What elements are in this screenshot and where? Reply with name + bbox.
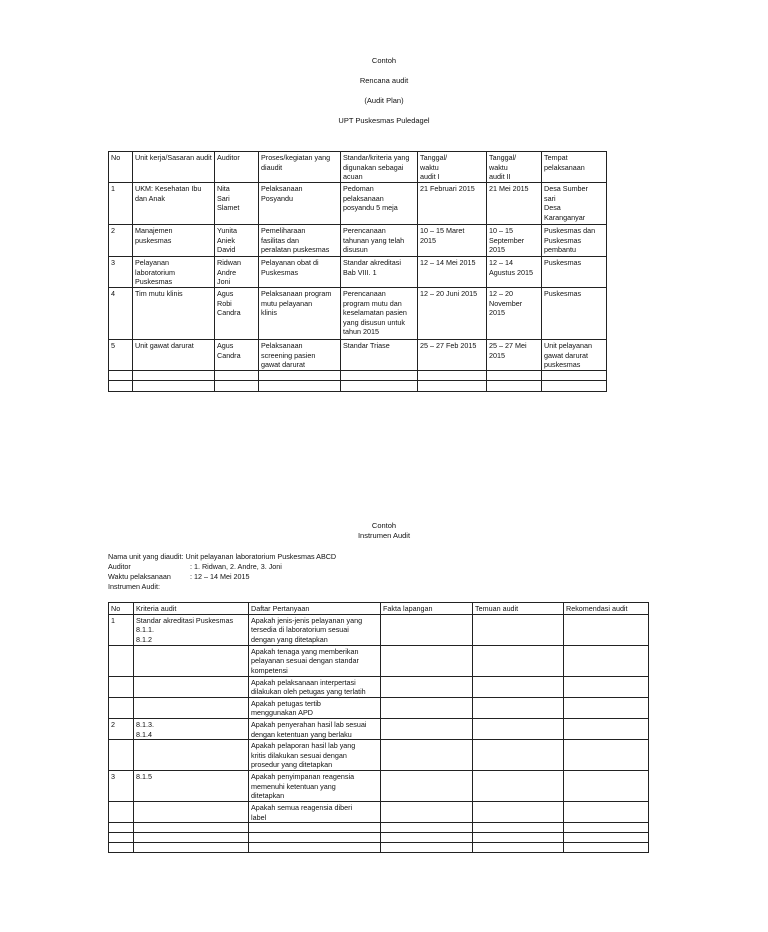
instrumen-cell xyxy=(473,740,564,771)
instrumen-cell xyxy=(134,833,249,843)
instrumen-cell xyxy=(473,676,564,697)
plan-cell: 21 Februari 2015 xyxy=(418,183,487,225)
instrumen-row xyxy=(109,697,649,718)
instrumen-cell: Apakah pelaksanaan interpertasi dilakukan oleh petugas yang terlatih xyxy=(249,676,381,697)
plan-cell xyxy=(109,381,133,392)
instrumen-cell xyxy=(249,843,381,853)
plan-cell: Pedoman pelaksanaan posyandu 5 meja xyxy=(341,183,418,225)
instrumen-cell xyxy=(134,676,249,697)
instrumen-cell xyxy=(109,697,134,718)
instrumen-cell xyxy=(381,843,473,853)
instrumen-row xyxy=(109,645,649,676)
plan-cell: Manajemen puskesmas xyxy=(133,225,215,257)
plan-cell: 3 xyxy=(109,257,133,288)
plan-cell: 4 xyxy=(109,288,133,340)
plan-cell xyxy=(341,371,418,381)
plan-cell: 5 xyxy=(109,340,133,371)
plan-row xyxy=(109,183,607,225)
instrumen-cell xyxy=(134,843,249,853)
instrumen-cell xyxy=(473,771,564,802)
instrumen-cell xyxy=(473,833,564,843)
instrumen-row xyxy=(109,833,649,843)
instrumen-cell: Apakah tenaga yang memberikan pelayanan sesuai dengan standar kompetensi xyxy=(249,645,381,676)
instrumen-cell: Apakah petugas tertib menggunakan APD xyxy=(249,697,381,718)
plan-cell: Pemeliharaan fasilitas dan peralatan puskesmas xyxy=(259,225,341,257)
plan-header-row xyxy=(109,152,607,183)
instrumen-cell xyxy=(564,614,649,645)
instrumen-cell xyxy=(381,802,473,823)
instrumen-cell: Apakah pelaporan hasil lab yang kritis dilakukan sesuai dengan prosedur yang ditetapkan xyxy=(249,740,381,771)
instrumen-row xyxy=(109,823,649,833)
plan-cell: Pelayanan laboratorium Puskesmas xyxy=(133,257,215,288)
plan-row xyxy=(109,381,607,392)
plan-cell: Pelaksanaan program mutu pelayanan klinis xyxy=(259,288,341,340)
plan-row xyxy=(109,257,607,288)
audit-plan-table xyxy=(108,151,607,392)
instrumen-cell xyxy=(564,823,649,833)
plan-cell: Desa Sumber sari Desa Karanganyar xyxy=(542,183,607,225)
instrumen-row xyxy=(109,614,649,645)
plan-cell: Puskesmas dan Puskesmas pembantu xyxy=(542,225,607,257)
plan-row xyxy=(109,340,607,371)
info-unit-label: Nama unit yang diaudit: xyxy=(108,552,184,561)
plan-cell xyxy=(418,371,487,381)
instrumen-cell: 3 xyxy=(109,771,134,802)
instrumen-cell: Apakah penyerahan hasil lab sesuai dengan ketentuan yang berlaku xyxy=(249,718,381,739)
instrumen-cell xyxy=(109,833,134,843)
plan-cell xyxy=(259,371,341,381)
plan-cell xyxy=(215,381,259,392)
info-waktu-value: : 12 – 14 Mei 2015 xyxy=(190,572,250,581)
plan-cell: Pelaksanaan Posyandu xyxy=(259,183,341,225)
plan-header-cell: Auditor xyxy=(215,152,259,183)
info-auditor-value: : 1. Ridwan, 2. Andre, 3. Joni xyxy=(190,562,282,571)
instrumen-cell xyxy=(381,833,473,843)
plan-cell: 12 – 14 Mei 2015 xyxy=(418,257,487,288)
info-instrumen xyxy=(108,582,160,592)
instrumen-cell xyxy=(109,676,134,697)
instrumen-title-contoh: Contoh xyxy=(371,521,397,530)
plan-cell: Agus Candra xyxy=(215,340,259,371)
plan-cell: 25 – 27 Mei 2015 xyxy=(487,340,542,371)
plan-header-cell: Tanggal/ waktu audit II xyxy=(487,152,542,183)
plan-cell: Standar akreditasi Bab VIII. 1 xyxy=(341,257,418,288)
plan-header-cell: Proses/kegiatan yang diaudit xyxy=(259,152,341,183)
instrumen-cell xyxy=(564,740,649,771)
info-unit xyxy=(108,552,336,562)
plan-row xyxy=(109,225,607,257)
plan-cell: Unit gawat darurat xyxy=(133,340,215,371)
instrumen-cell xyxy=(381,823,473,833)
plan-cell xyxy=(215,371,259,381)
instrumen-cell xyxy=(381,740,473,771)
plan-cell: Standar Triase xyxy=(341,340,418,371)
instrumen-cell xyxy=(564,676,649,697)
instrumen-row xyxy=(109,676,649,697)
plan-row xyxy=(109,371,607,381)
plan-cell: 25 – 27 Feb 2015 xyxy=(418,340,487,371)
instrumen-cell xyxy=(564,802,649,823)
instrumen-cell xyxy=(109,645,134,676)
plan-cell: Nita Sari Slamet xyxy=(215,183,259,225)
plan-cell: 2 xyxy=(109,225,133,257)
plan-cell: 21 Mei 2015 xyxy=(487,183,542,225)
info-instrumen-label: Instrumen Audit: xyxy=(108,582,160,591)
plan-title-rencana: Rencana audit xyxy=(359,76,409,85)
instrumen-header-cell: Daftar Pertanyaan xyxy=(249,603,381,615)
instrumen-header-cell: Fakta lapangan xyxy=(381,603,473,615)
instrumen-cell: Apakah penyimpanan reagensia memenuhi ketentuan yang ditetapkan xyxy=(249,771,381,802)
plan-cell xyxy=(259,381,341,392)
plan-cell: Perencanaan program mutu dan keselamatan pasien yang disusun untuk tahun 2015 xyxy=(341,288,418,340)
plan-cell: UKM: Kesehatan Ibu dan Anak xyxy=(133,183,215,225)
plan-cell: Pelayanan obat di Puskesmas xyxy=(259,257,341,288)
instrumen-cell xyxy=(564,645,649,676)
instrumen-cell xyxy=(249,823,381,833)
instrumen-row xyxy=(109,843,649,853)
instrumen-cell: Apakah jenis-jenis pelayanan yang tersedia di laboratorium sesuai dengan yang ditetapkan xyxy=(249,614,381,645)
plan-cell: 10 – 15 Maret 2015 xyxy=(418,225,487,257)
instrumen-cell xyxy=(134,740,249,771)
instrumen-header-row xyxy=(109,603,649,615)
info-unit-value: Unit pelayanan laboratorium Puskesmas ABCD xyxy=(185,552,337,561)
instrumen-cell xyxy=(564,718,649,739)
plan-header-cell: No xyxy=(109,152,133,183)
instrumen-cell: 2 xyxy=(109,718,134,739)
instrumen-cell xyxy=(109,802,134,823)
instrumen-row xyxy=(109,718,649,739)
instrumen-cell xyxy=(564,771,649,802)
plan-cell: Agus Robi Candra xyxy=(215,288,259,340)
plan-cell: Yunita Aniek David xyxy=(215,225,259,257)
plan-cell: 12 – 20 November 2015 xyxy=(487,288,542,340)
plan-header-cell: Tempat pelaksanaan xyxy=(542,152,607,183)
instrumen-cell: 8.1.5 xyxy=(134,771,249,802)
plan-cell: 12 – 20 Juni 2015 xyxy=(418,288,487,340)
plan-cell xyxy=(109,371,133,381)
plan-header-cell: Standar/kriteria yang digunakan sebagai acuan xyxy=(341,152,418,183)
plan-cell xyxy=(542,371,607,381)
plan-cell xyxy=(542,381,607,392)
instrumen-cell xyxy=(134,697,249,718)
plan-cell xyxy=(487,371,542,381)
instrumen-row xyxy=(109,771,649,802)
instrumen-header-cell: No xyxy=(109,603,134,615)
instrumen-cell xyxy=(134,802,249,823)
instrumen-cell xyxy=(381,697,473,718)
instrumen-cell xyxy=(473,802,564,823)
plan-cell: 1 xyxy=(109,183,133,225)
plan-cell: Pelaksanaan screening pasien gawat darurat xyxy=(259,340,341,371)
instrumen-cell xyxy=(381,614,473,645)
instrumen-cell xyxy=(564,697,649,718)
plan-cell: 12 – 14 Agustus 2015 xyxy=(487,257,542,288)
instrumen-cell xyxy=(109,823,134,833)
instrumen-cell xyxy=(473,645,564,676)
plan-cell xyxy=(487,381,542,392)
instrumen-cell xyxy=(473,843,564,853)
plan-cell: Puskesmas xyxy=(542,288,607,340)
plan-cell: Puskesmas xyxy=(542,257,607,288)
plan-title-upt: UPT Puskesmas Puledagel xyxy=(338,116,430,125)
info-auditor xyxy=(108,562,282,572)
instrumen-row xyxy=(109,802,649,823)
plan-header-cell: Unit kerja/Sasaran audit xyxy=(133,152,215,183)
instrumen-cell xyxy=(473,823,564,833)
plan-cell: Tim mutu klinis xyxy=(133,288,215,340)
instrumen-cell xyxy=(381,718,473,739)
instrumen-cell xyxy=(134,823,249,833)
instrumen-cell xyxy=(564,833,649,843)
instrumen-cell xyxy=(473,614,564,645)
info-waktu xyxy=(108,572,250,582)
instrumen-cell xyxy=(473,718,564,739)
instrumen-header-cell: Kriteria audit xyxy=(134,603,249,615)
instrumen-cell xyxy=(109,740,134,771)
plan-cell xyxy=(133,381,215,392)
instrumen-header-cell: Rekomendasi audit xyxy=(564,603,649,615)
instrumen-cell xyxy=(381,645,473,676)
info-waktu-label: Waktu pelaksanaan xyxy=(108,572,171,581)
plan-cell xyxy=(341,381,418,392)
instrumen-cell xyxy=(381,771,473,802)
plan-cell: Unit pelayanan gawat darurat puskesmas xyxy=(542,340,607,371)
audit-instrument-table xyxy=(108,602,649,853)
plan-cell: Ridwan Andre Joni xyxy=(215,257,259,288)
instrumen-cell xyxy=(381,676,473,697)
info-auditor-label: Auditor xyxy=(108,562,131,571)
instrumen-title: Instrumen Audit xyxy=(357,531,411,540)
plan-cell: Perencanaan tahunan yang telah disusun xyxy=(341,225,418,257)
plan-row xyxy=(109,288,607,340)
plan-cell xyxy=(418,381,487,392)
plan-header-cell: Tanggal/ waktu audit I xyxy=(418,152,487,183)
plan-cell: 10 – 15 September 2015 xyxy=(487,225,542,257)
instrumen-cell xyxy=(473,697,564,718)
instrumen-cell xyxy=(134,645,249,676)
instrumen-cell xyxy=(564,843,649,853)
instrumen-row xyxy=(109,740,649,771)
instrumen-cell: Apakah semua reagensia diberi label xyxy=(249,802,381,823)
instrumen-cell xyxy=(249,833,381,843)
plan-cell xyxy=(133,371,215,381)
plan-title-contoh: Contoh xyxy=(371,56,397,65)
plan-title-audit-plan: (Audit Plan) xyxy=(364,96,404,105)
instrumen-cell: 8.1.3. 8.1.4 xyxy=(134,718,249,739)
instrumen-header-cell: Temuan audit xyxy=(473,603,564,615)
instrumen-cell: Standar akreditasi Puskesmas 8.1.1. 8.1.2 xyxy=(134,614,249,645)
instrumen-cell xyxy=(109,843,134,853)
instrumen-cell: 1 xyxy=(109,614,134,645)
